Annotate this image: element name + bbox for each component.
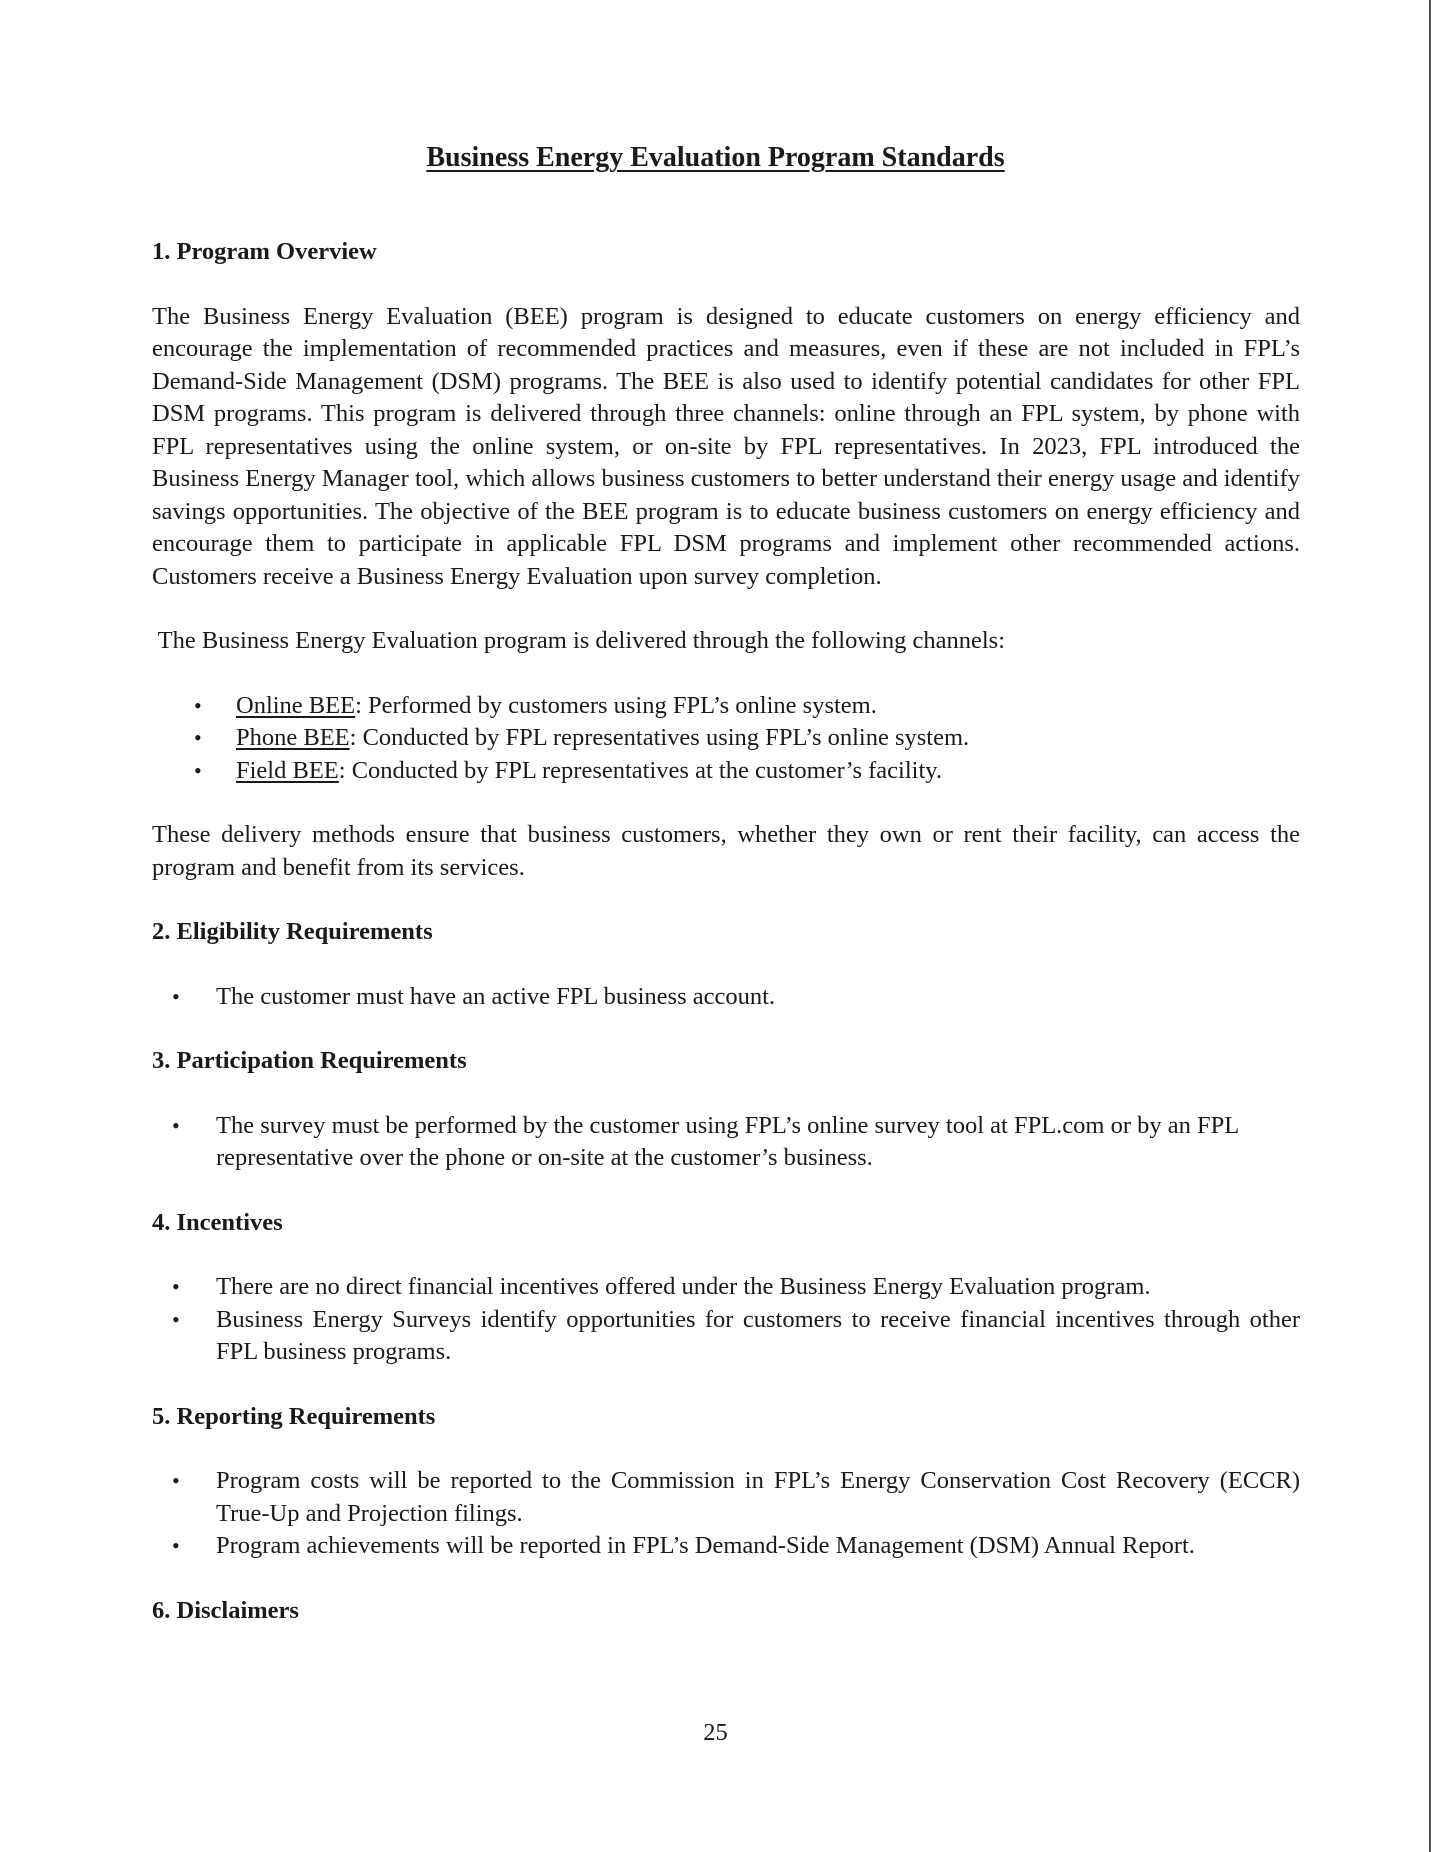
list-item	[152, 1271, 1300, 1304]
list-item-text: The customer must have an active FPL business account.	[216, 982, 776, 1010]
section-disclaimers	[152, 1595, 1300, 1628]
channel-description: : Conducted by FPL representatives at the customer’s facility.	[338, 756, 943, 784]
section-incentives	[152, 1207, 1300, 1369]
bullet-list	[152, 981, 1300, 1014]
list-item	[152, 755, 1300, 788]
section-heading: 6. Disclaimers	[152, 1596, 299, 1624]
bullet-icon: •	[194, 692, 202, 718]
bullet-list	[152, 1110, 1300, 1175]
channels-list	[152, 690, 1300, 788]
list-item	[152, 1530, 1300, 1563]
section-participation-requirements	[152, 1045, 1300, 1175]
list-item	[152, 1304, 1300, 1369]
list-item	[152, 1465, 1300, 1530]
list-item-text: Program costs will be reported to the Commission in FPL’s Energy Conservation Cost Recovery (ECCR) True-Up and Projection filings.	[216, 1467, 1300, 1527]
list-item	[152, 690, 1300, 723]
list-item	[152, 981, 1300, 1014]
overview-paragraph: The Business Energy Evaluation (BEE) program is designed to educate customers on energy efficiency and encourage the implementation of recommended practices and measures, even if these are not included in FPL’s Demand-Side Management (DSM) programs. The BEE is also used to identify potential candidates for other FPL DSM programs. This program is delivered through three channels: online through an FPL system, by phone with FPL representatives using the online system, or on-site by FPL representatives. In 2023, FPL introduced the Business Energy Manager tool, which allows business customers to better understand their energy usage and identify savings opportunities. The objective of the BEE program is to educate business customers on energy efficiency and encourage them to participate in applicable FPL DSM programs and implement other recommended actions. Customers receive a Business Energy Evaluation upon survey completion.	[152, 302, 1300, 590]
section-heading: 2. Eligibility Requirements	[152, 918, 433, 945]
channel-name: Online BEE	[236, 691, 356, 719]
list-item	[152, 1110, 1300, 1175]
list-item-text: Program achievements will be reported in FPL’s Demand-Side Management (DSM) Annual Report.	[216, 1532, 1195, 1559]
channels-closing-paragraph: These delivery methods ensure that business customers, whether they own or rent their facility, can access the program and benefit from its services.	[152, 821, 1300, 881]
channel-name: Phone BEE	[236, 724, 350, 751]
section-eligibility-requirements	[152, 916, 1300, 1013]
page-number: 25	[703, 1719, 728, 1746]
channel-description: : Performed by customers using FPL’s online system.	[355, 691, 877, 719]
bullet-icon: •	[172, 1533, 180, 1558]
section-reporting-requirements	[152, 1401, 1300, 1563]
list-item-text: The survey must be performed by the customer using FPL’s online survey tool at FPL.com or by an FPL representative over the phone or on-site at the customer’s business.	[216, 1111, 1239, 1171]
bullet-icon: •	[172, 983, 180, 1009]
section-heading: 4. Incentives	[152, 1208, 283, 1236]
section-heading: 5. Reporting Requirements	[152, 1402, 436, 1430]
channel-name: Field BEE	[236, 756, 339, 784]
channel-description: : Conducted by FPL representatives using FPL’s online system.	[349, 724, 970, 751]
list-item-text: There are no direct financial incentives offered under the Business Energy Evaluation program.	[216, 1273, 1151, 1300]
bullet-icon: •	[194, 757, 202, 783]
list-item	[152, 722, 1300, 755]
bullet-icon: •	[172, 1306, 180, 1332]
section-heading: 3. Participation Requirements	[152, 1047, 467, 1074]
section-heading: 1. Program Overview	[152, 238, 377, 265]
document-body	[152, 236, 1300, 1627]
channels-intro: The Business Energy Evaluation program is delivered through the following channels:	[152, 627, 1006, 654]
bullet-icon: •	[172, 1112, 180, 1138]
section-program-overview	[152, 236, 1300, 884]
bullet-list	[152, 1465, 1300, 1563]
bullet-icon: •	[194, 725, 202, 750]
document-title: Business Energy Evaluation Program Standards	[426, 142, 1005, 173]
list-item-text: Business Energy Surveys identify opportunities for customers to receive financial incentives through other FPL business programs.	[216, 1305, 1300, 1365]
bullet-icon: •	[172, 1468, 180, 1493]
bullet-list	[152, 1271, 1300, 1369]
bullet-icon: •	[172, 1274, 180, 1299]
